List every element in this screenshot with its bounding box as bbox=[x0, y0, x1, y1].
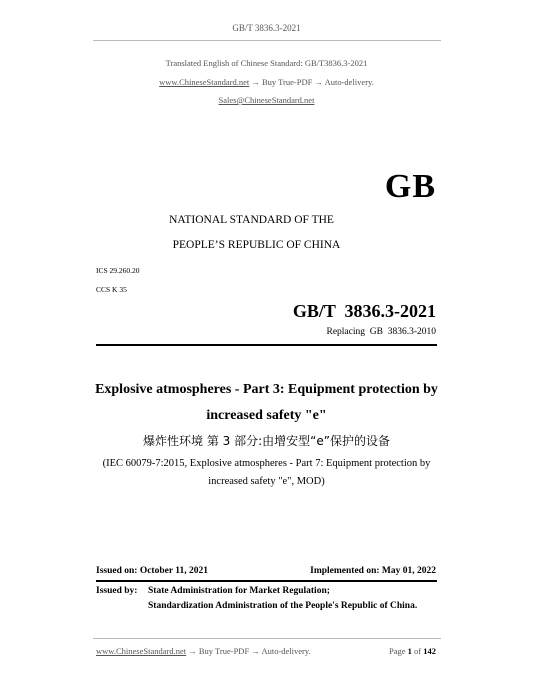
website-link[interactable]: www.ChineseStandard.net bbox=[159, 77, 250, 87]
ccs-code: CCS K 35 bbox=[96, 285, 127, 294]
header-divider bbox=[93, 40, 441, 41]
page-of: of bbox=[414, 646, 422, 656]
sales-email-link[interactable]: Sales@ChineseStandard.net bbox=[218, 95, 315, 105]
purchase-text: → Buy True-PDF → Auto-delivery. bbox=[251, 77, 374, 87]
iec-reference-line2: increased safety "e", MOD) bbox=[208, 476, 325, 487]
footer-purchase-line bbox=[96, 646, 311, 656]
standard-number: GB/T 3836.3-2021 bbox=[292, 301, 436, 321]
implemented-on: Implemented on: May 01, 2022 bbox=[310, 566, 436, 576]
page-number: 1 bbox=[407, 646, 412, 656]
iec-reference-line1: (IEC 60079-7:2015, Explosive atmospheres - Part 7: Equipment protection by bbox=[102, 458, 431, 469]
sales-email-line bbox=[0, 95, 533, 105]
footer-website-link[interactable]: www.ChineseStandard.net bbox=[96, 646, 187, 656]
issued-by-label: Issued by: bbox=[96, 586, 138, 596]
title-chinese: 爆炸性环境 第 3 部分:由增安型“e”保护的设备 bbox=[143, 434, 390, 448]
number-divider bbox=[96, 344, 437, 346]
gb-mark: GB bbox=[384, 168, 436, 205]
page-indicator bbox=[389, 646, 436, 656]
page-label: Page bbox=[389, 646, 406, 656]
replacing-note: Replacing GB 3836.3-2010 bbox=[326, 327, 436, 337]
page-total: 142 bbox=[423, 646, 436, 656]
national-standard-line2 bbox=[0, 239, 533, 251]
issued-by-line1: State Administration for Market Regulation; bbox=[148, 586, 330, 596]
issued-on: Issued on: October 11, 2021 bbox=[96, 566, 208, 576]
issued-by-line2: Standardization Administration of the People's Republic of China. bbox=[148, 601, 418, 611]
footer-divider bbox=[93, 638, 441, 639]
title-english-line1: Explosive atmospheres - Part 3: Equipment protection by bbox=[95, 382, 438, 397]
running-header-title: GB/T 3836.3-2021 bbox=[232, 23, 301, 33]
purchase-line bbox=[0, 77, 533, 87]
national-standard-text1: NATIONAL STANDARD OF THE bbox=[169, 214, 334, 226]
national-standard-text2: PEOPLE’S REPUBLIC OF CHINA bbox=[172, 239, 341, 251]
title-english-line2: increased safety "e" bbox=[206, 408, 327, 423]
footer-purchase-text: → Buy True-PDF → Auto-delivery. bbox=[188, 646, 311, 656]
ics-code: ICS 29.260.20 bbox=[96, 266, 140, 275]
translation-notice: Translated English of Chinese Standard: GB/T3836.3-2021 bbox=[165, 58, 368, 68]
dates-divider bbox=[96, 580, 437, 582]
national-standard-line1 bbox=[0, 214, 533, 226]
